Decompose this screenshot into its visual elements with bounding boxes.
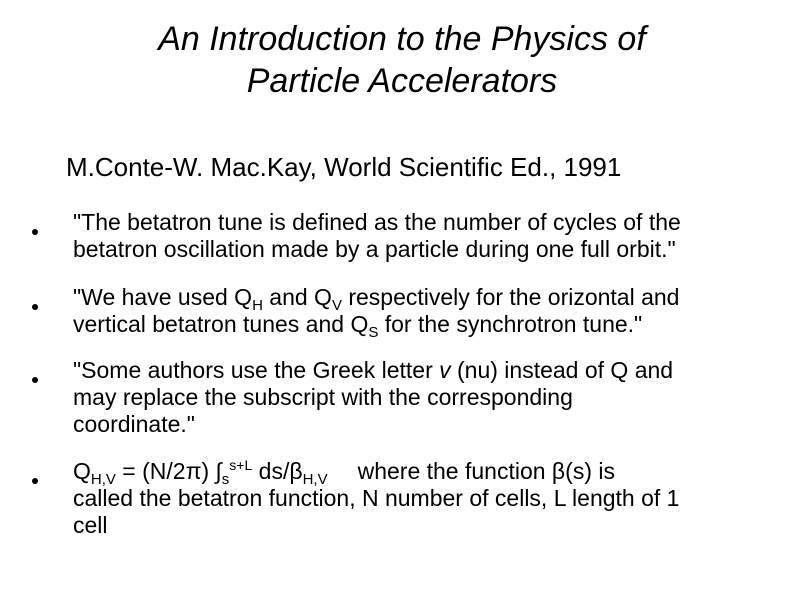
text-run: "Some authors use the Greek letter	[73, 357, 440, 383]
bullet-dot-icon	[32, 377, 38, 383]
text-run: "We have used Q	[73, 284, 253, 310]
bullet-line	[73, 357, 773, 384]
slide-title	[0, 18, 794, 102]
subscript: V	[331, 297, 342, 314]
bullet-dot-icon	[32, 229, 38, 235]
subscript: H	[252, 297, 263, 314]
bullet-line: "The betatron tune is defined as the number of cycles of the	[73, 209, 681, 235]
bullet-line: called the betatron function, N number of cells, L length of 1	[73, 485, 680, 511]
text-run: vertical betatron tunes and Q	[73, 311, 369, 337]
text-run: for the synchrotron tune."	[378, 311, 643, 337]
bullet-dot-icon	[32, 478, 38, 484]
bullet-text	[73, 458, 773, 539]
bullet-line	[73, 311, 773, 341]
italic-nu: v	[439, 357, 451, 383]
subscript: H,V	[302, 471, 328, 488]
subscript: H,V	[90, 471, 116, 488]
bullet-dot-icon	[32, 304, 38, 310]
title-line-1: An Introduction to the Physics of	[158, 20, 646, 58]
bullet-line: coordinate."	[73, 411, 195, 437]
text-run: ds/β	[252, 458, 303, 484]
text-run: = (N/2π) ∫	[115, 458, 222, 484]
subscript: s	[221, 471, 230, 488]
bullet-text	[73, 357, 773, 438]
bullet-line	[73, 457, 773, 488]
bullet-line: may replace the subscript with the corresponding	[73, 384, 573, 410]
text-run: Q	[73, 458, 91, 484]
title-line-2: Particle Accelerators	[246, 62, 558, 100]
reference-subtitle: M.Conte-W. Mac.Kay, World Scientific Ed., 1991	[66, 152, 622, 182]
bullet-text	[73, 284, 773, 341]
bullet-text	[73, 209, 773, 263]
superscript: s+L	[229, 457, 253, 473]
bullet-line: cell	[73, 512, 108, 538]
text-run: where the function β(s) is	[357, 458, 615, 484]
bullet-line	[73, 284, 773, 314]
bullet-line: betatron oscillation made by a particle during one full orbit."	[73, 236, 676, 262]
text-run: respectively for the orizontal and	[341, 284, 680, 310]
text-run: (nu) instead of Q and	[450, 357, 674, 383]
text-run: and Q	[262, 284, 332, 310]
subscript: S	[368, 324, 379, 341]
